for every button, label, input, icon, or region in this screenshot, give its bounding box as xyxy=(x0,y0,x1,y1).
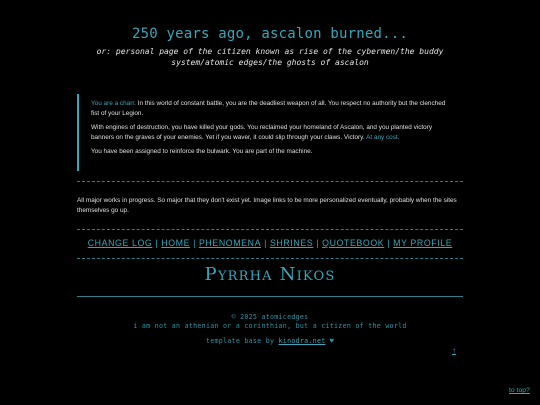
nav-link-shrines[interactable]: SHRINES xyxy=(269,238,314,248)
subtitle-line-1: or: personal page of the citizen known as rise of the cybermen/the buddy xyxy=(96,47,444,56)
main-nav xyxy=(77,238,463,248)
nav-link-phenomena[interactable]: PHENOMENA xyxy=(198,238,262,248)
footer-credit xyxy=(77,337,463,345)
footer-motto: i am not an athenian or a corinthian, but a citizen of the world xyxy=(133,322,407,330)
page-title: 250 years ago, ascalon burned... xyxy=(131,26,409,42)
progress-notice: All major works in progress. So major that they don't exist yet. Image links to be more personalized eventually, probably when the sites themselves go up. xyxy=(77,197,457,214)
dotted-divider xyxy=(77,229,463,230)
dotted-divider xyxy=(77,258,463,259)
intro-blockquote xyxy=(77,94,463,171)
nav-link-change-log[interactable]: CHANGE LOG xyxy=(87,238,153,248)
quote-paragraph-1 xyxy=(91,99,455,118)
quote-accent-any-cost: At any cost. xyxy=(366,133,400,141)
dotted-divider xyxy=(77,181,463,182)
quote-text-2: With engines of destruction, you have killed your gods. You reclaimed your homeland of Ascalon, and you planted victory banners on the graves of your enemies. Yet if you waver, it could slip through your claws. Victory. xyxy=(91,124,433,141)
page-subtitle xyxy=(77,47,463,68)
scroll-up-link[interactable]: ↑ xyxy=(452,346,456,355)
footer-copyright: © 2025 atomicedges xyxy=(231,313,309,321)
subtitle-line-2: system/atomic edges/the ghosts of ascalon xyxy=(171,57,369,67)
quote-paragraph-2 xyxy=(91,123,455,142)
quote-paragraph-3: You have been assigned to reinforce the bulwark. You are part of the machine. xyxy=(91,148,313,155)
nav-separator: | xyxy=(155,238,159,248)
nav-link-home[interactable]: HOME xyxy=(161,238,191,248)
solid-divider xyxy=(77,296,463,297)
to-top-link[interactable]: to top? xyxy=(509,387,530,394)
quote-accent-charr: You are a charr. xyxy=(91,100,136,107)
nav-separator: | xyxy=(316,238,320,248)
nav-link-my-profile[interactable]: MY PROFILE xyxy=(393,238,453,248)
heart-icon: ♥ xyxy=(325,337,335,345)
brand-logo-text: Pyrrha Nikos xyxy=(204,264,336,285)
nav-link-quotebook[interactable]: QUOTEBOOK xyxy=(322,238,385,248)
quote-text-1: In this world of constant battle, you are the deadliest weapon of all. You respect no authority but the clenched fist of your Legion. xyxy=(91,100,446,117)
nav-separator: | xyxy=(387,238,391,248)
nav-separator: | xyxy=(193,238,196,248)
kinodra-link[interactable]: kinodra.net xyxy=(278,337,326,345)
nav-separator: | xyxy=(264,238,267,248)
footer-credit-prefix: template base by xyxy=(205,337,279,345)
